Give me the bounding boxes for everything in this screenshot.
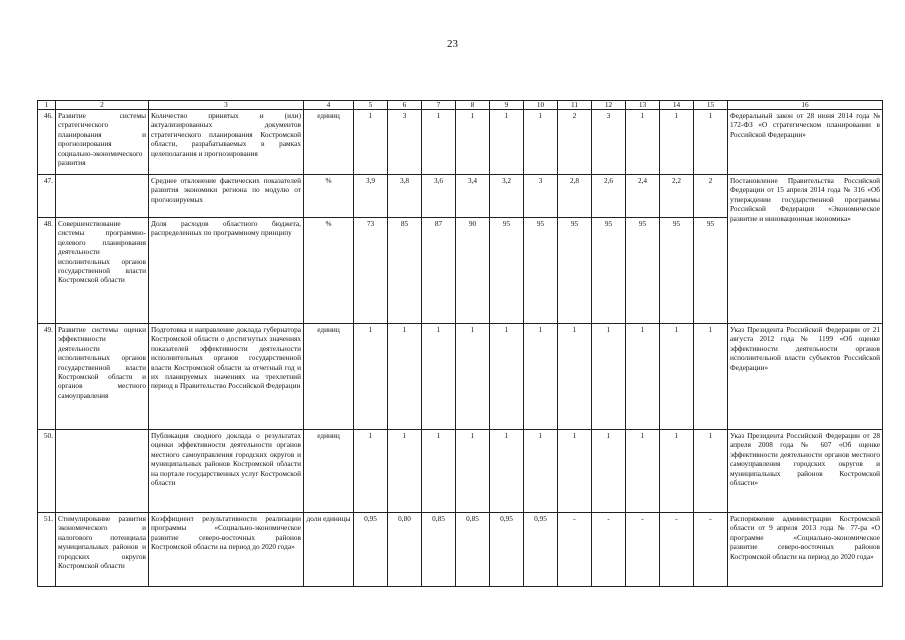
row-number: 49. [38,324,56,430]
header-cell: 16 [728,101,883,110]
value-cell: 3,6 [422,175,456,218]
unit-cell: % [304,218,354,324]
value-cell: 2,8 [558,175,592,218]
direction-cell: Совершенствование системы программно-целевого планирования деятельности исполнительных органов государственной власти Костромской области [56,218,149,324]
unit-cell: единиц [304,324,354,430]
value-cell: 1 [524,324,558,430]
value-cell: 1 [354,110,388,175]
value-cell: 2,6 [592,175,626,218]
basis-cell: Указ Президента Российской Федерации от 28 апреля 2008 года № 607 «Об оценке эффективности деятельности органов местного самоуправления городских округов и муниципальных районов Костромской области» [728,430,883,513]
value-cell: 1 [422,324,456,430]
value-cell: 1 [354,324,388,430]
unit-cell: % [304,175,354,218]
header-cell: 3 [149,101,304,110]
value-cell: 0,85 [422,513,456,587]
header-cell: 2 [56,101,149,110]
value-cell: 2,4 [626,175,660,218]
indicator-cell: Среднее отклонение фактических показателей развития экономики региона по модулю от прогнозируемых [149,175,304,218]
value-cell: 1 [558,430,592,513]
direction-cell [56,430,149,513]
indicator-cell: Публикация сводного доклада о результатах оценки эффективности деятельности органов местного самоуправления городских округов и муниципальных районов Костромской области на портале государственных услуг Костромской области [149,430,304,513]
unit-cell: единиц [304,110,354,175]
header-cell: 15 [694,101,728,110]
indicator-cell: Подготовка и направление доклада губернатора Костромской области о достигнутых значениях показателей эффективности деятельности исполнительных органов государственной власти Костромской области за отчетный год и их планируемых значениях на трехлетний период в Правительство Российской Федерации [149,324,304,430]
row-number: 48. [38,218,56,324]
value-cell: 1 [626,110,660,175]
value-cell: 2 [694,175,728,218]
direction-cell: Развитие системы оценки эффективности деятельности исполнительных органов государственной власти Костромской области и органов местного самоуправления [56,324,149,430]
value-cell: 95 [626,218,660,324]
direction-cell: Развитие системы стратегического планирования и прогнозирования социально-экономического развития [56,110,149,175]
value-cell: 1 [660,324,694,430]
table-row [38,513,883,587]
value-cell: 1 [388,430,422,513]
value-cell: 1 [592,324,626,430]
header-cell: 5 [354,101,388,110]
header-cell: 14 [660,101,694,110]
value-cell: 1 [354,430,388,513]
value-cell: - [592,513,626,587]
indicators-table [37,100,883,587]
value-cell: 1 [694,110,728,175]
value-cell: 1 [558,324,592,430]
value-cell: 3,2 [490,175,524,218]
header-cell: 4 [304,101,354,110]
basis-cell: Указ Президента Российской Федерации от 21 августа 2012 года № 1199 «Об оценке эффективности деятельности органов исполнительной власти субъектов Российской Федерации» [728,324,883,430]
value-cell: 95 [592,218,626,324]
value-cell: 90 [456,218,490,324]
direction-cell [56,175,149,218]
value-cell: 1 [660,110,694,175]
indicator-cell: Доля расходов областного бюджета, распределенных по программному принципу [149,218,304,324]
value-cell: - [694,513,728,587]
table-row [38,175,883,218]
value-cell: 0,95 [354,513,388,587]
table-row [38,324,883,430]
value-cell: - [558,513,592,587]
value-cell: 95 [660,218,694,324]
value-cell: 1 [422,110,456,175]
value-cell: 1 [694,324,728,430]
value-cell: 1 [626,324,660,430]
indicator-cell: Коэффициент результативности реализации программы «Социально-экономическое развитие северо-восточных районов Костромской области на период до 2020 года» [149,513,304,587]
header-cell: 7 [422,101,456,110]
value-cell: 2,2 [660,175,694,218]
value-cell: 1 [388,324,422,430]
header-cell: 8 [456,101,490,110]
value-cell: 0,95 [490,513,524,587]
header-row [38,101,883,110]
basis-cell: Распоряжение администрации Костромской области от 9 апреля 2013 года № 77-ра «О программе «Социально-экономическое развитие северо-восточных районов Костромской области на период до 2020 года» [728,513,883,587]
basis-cell: Федеральный закон от 28 июня 2014 года № 172-ФЗ «О стратегическом планировании в Российской Федерации» [728,110,883,175]
value-cell: 1 [592,430,626,513]
header-cell: 9 [490,101,524,110]
header-cell: 11 [558,101,592,110]
value-cell: 3,8 [388,175,422,218]
value-cell: 0,85 [456,513,490,587]
value-cell: 95 [524,218,558,324]
value-cell: 85 [388,218,422,324]
page-number: 23 [447,38,458,50]
direction-cell: Стимулирование развития экономического и налогового потенциала муниципальных районов и городских округов Костромской области [56,513,149,587]
value-cell: 1 [456,110,490,175]
unit-cell: доли единицы [304,513,354,587]
header-cell: 6 [388,101,422,110]
value-cell: 0,80 [388,513,422,587]
value-cell: 1 [524,430,558,513]
value-cell: - [626,513,660,587]
value-cell: 1 [490,110,524,175]
value-cell: 95 [694,218,728,324]
row-number: 46. [38,110,56,175]
value-cell: 95 [490,218,524,324]
header-cell: 10 [524,101,558,110]
value-cell: 73 [354,218,388,324]
value-cell: 1 [456,430,490,513]
row-number: 47. [38,175,56,218]
header-cell: 12 [592,101,626,110]
value-cell: 1 [490,324,524,430]
value-cell: 3 [592,110,626,175]
header-cell: 13 [626,101,660,110]
table-row [38,110,883,175]
value-cell: 1 [660,430,694,513]
value-cell: 3,9 [354,175,388,218]
value-cell: 1 [456,324,490,430]
value-cell: 1 [524,110,558,175]
indicator-cell: Количество принятых и (или) актуализированных документов стратегического планирования Костромской области, разрабатываемых в рамках целеполагания и прогнозирования [149,110,304,175]
header-cell: 1 [38,101,56,110]
table-row [38,430,883,513]
row-number: 51. [38,513,56,587]
value-cell: 1 [490,430,524,513]
row-number: 50. [38,430,56,513]
value-cell: 3 [388,110,422,175]
value-cell: 1 [626,430,660,513]
value-cell: 0,95 [524,513,558,587]
value-cell: 2 [558,110,592,175]
value-cell: 1 [422,430,456,513]
value-cell: 87 [422,218,456,324]
value-cell: 95 [558,218,592,324]
value-cell: 3,4 [456,175,490,218]
value-cell: 3 [524,175,558,218]
value-cell: 1 [694,430,728,513]
unit-cell: единиц [304,430,354,513]
value-cell: - [660,513,694,587]
basis-cell: Постановление Правительства Российской Федерации от 15 апреля 2014 года № 316 «Об утверждении государственной программы Российской Федерации «Экономическое развитие и инновационная экономика» [728,175,883,324]
